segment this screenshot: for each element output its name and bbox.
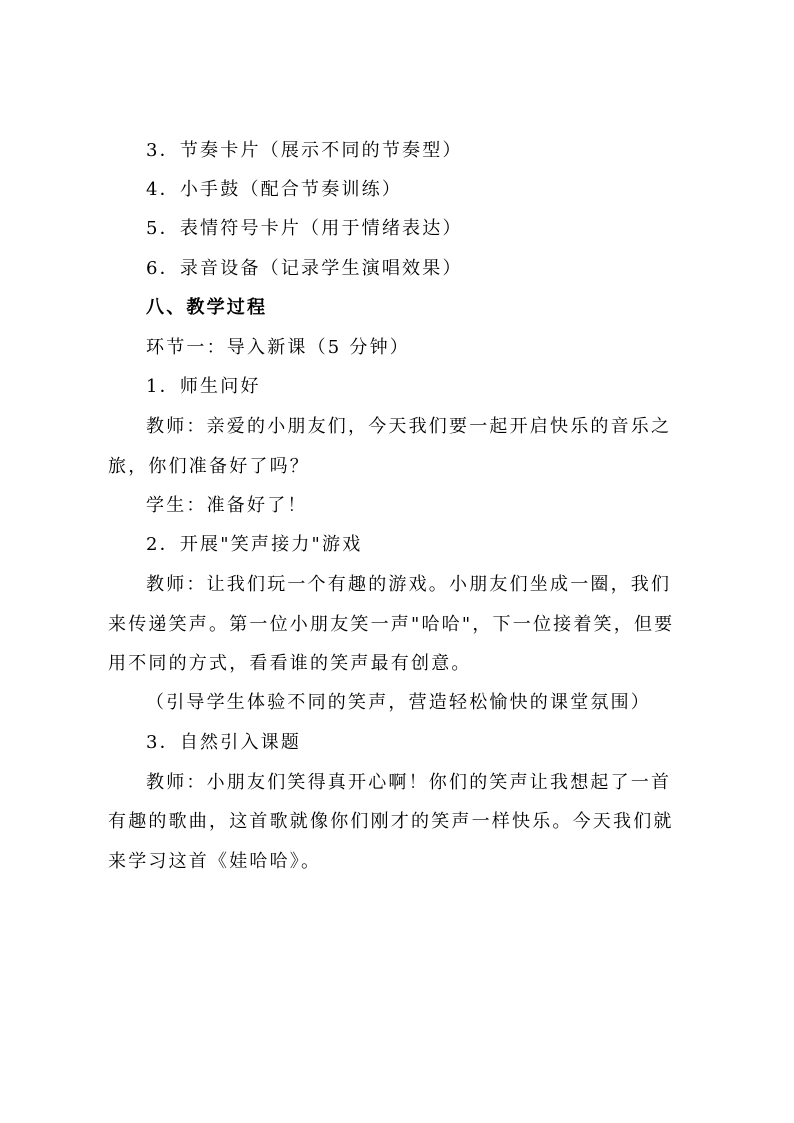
step3-teacher-line-2: 有趣的歌曲，这首歌就像你们刚才的笑声一样快乐。今天我们就 — [108, 811, 674, 832]
material-item-4: 4．小手鼓（配合节奏训练） — [146, 179, 403, 200]
step3-teacher-line-1: 教师：小朋友们笑得真开心啊！你们的笑声让我想起了一首 — [146, 772, 672, 793]
section-heading: 八、教学过程 — [146, 297, 268, 318]
step2-teacher-line-1: 教师：让我们玩一个有趣的游戏。小朋友们坐成一圈，我们 — [146, 574, 672, 595]
step1-title: 1．师生问好 — [146, 376, 261, 397]
step2-teacher-line-2: 来传递笑声。第一位小朋友笑一声"哈哈"，下一位接着笑，但要 — [108, 614, 675, 635]
step2-teacher-line-3: 用不同的方式，看看谁的笑声最有创意。 — [108, 653, 472, 674]
step1-teacher-line-1: 教师：亲爱的小朋友们，今天我们要一起开启快乐的音乐之 — [146, 416, 672, 437]
step1-teacher-line-2: 旅，你们准备好了吗？ — [108, 456, 310, 477]
step2-note: （引导学生体验不同的笑声，营造轻松愉快的课堂氛围） — [146, 692, 651, 713]
material-item-5: 5．表情符号卡片（用于情绪表达） — [146, 218, 463, 239]
material-item-3: 3．节奏卡片（展示不同的节奏型） — [146, 140, 463, 161]
step3-teacher-line-3: 来学习这首《娃哈哈》。 — [108, 851, 322, 872]
stage-title: 环节一：导入新课（5 分钟） — [146, 337, 410, 358]
step1-student: 学生：准备好了！ — [146, 495, 308, 516]
material-item-6: 6．录音设备（记录学生演唱效果） — [146, 258, 463, 279]
step2-title: 2．开展"笑声接力"游戏 — [146, 534, 363, 555]
step3-title: 3．自然引入课题 — [146, 732, 302, 753]
